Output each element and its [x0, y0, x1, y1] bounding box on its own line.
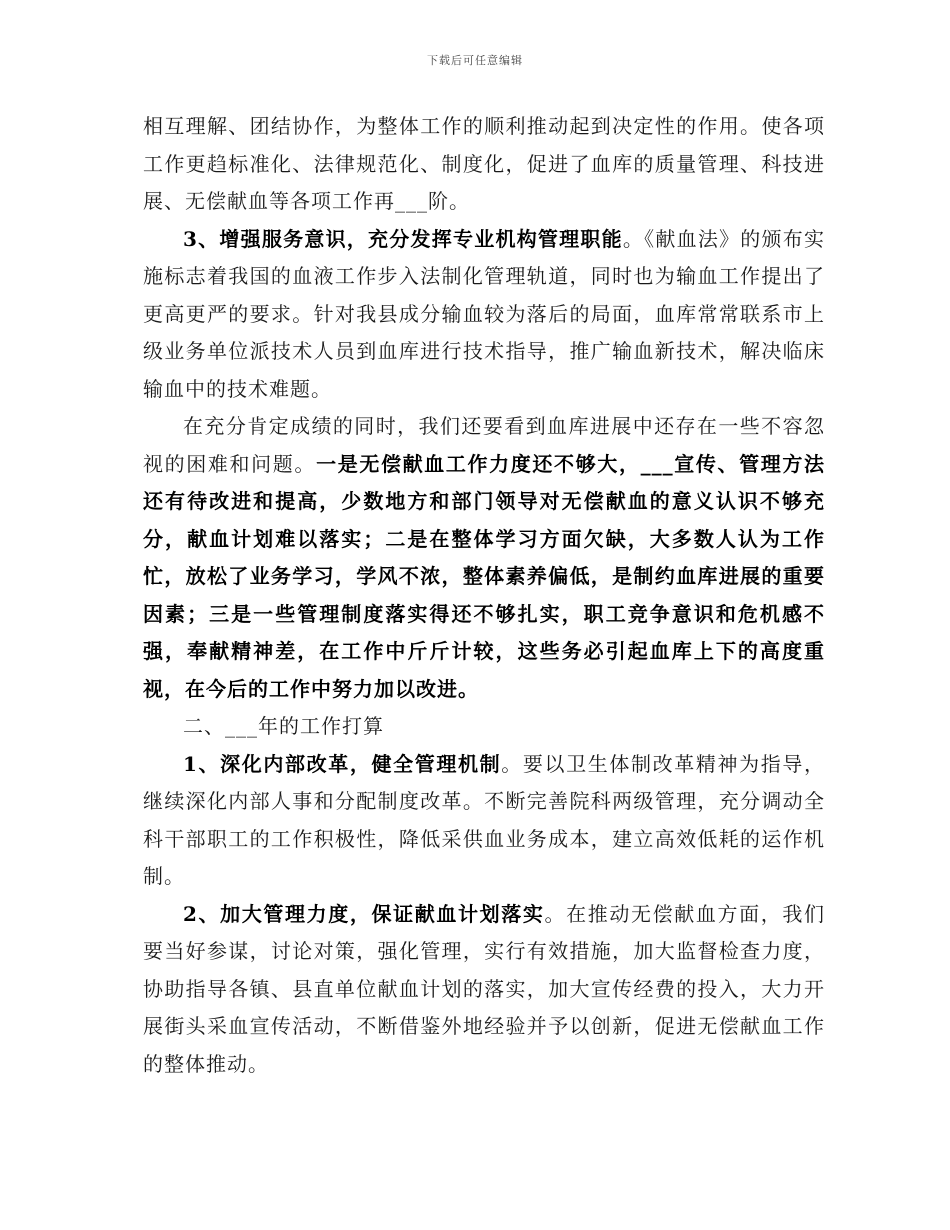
paragraph-3-intro: 在充分肯定成绩的同时，我们还要看到血库进展中还存在一些不容忽视的困难和问题。	[143, 414, 825, 476]
paragraph-5-heading: 1、深化内部改革，健全管理机制	[183, 751, 502, 776]
paragraph-6-heading: 2、加大管理力度，保证献血计划落实	[183, 901, 545, 926]
page-header: 下载后可任意编辑	[427, 54, 523, 67]
paragraph-2-body: 。《献血法》的颁布实施标志着我国的血液工作步入法制化管理轨道，同时也为输血工作提出了更高更严的要求。针对我县成分输血较为落后的局面，血库常常联系市上级业务单位派技术人员到血库进行技术指导，推广输血新技术，解决临床输血中的技术难题。	[143, 226, 825, 401]
paragraph-2-heading: 3、增强服务意识，充分发挥专业机构管理职能	[183, 226, 623, 251]
paragraph-2	[143, 221, 825, 409]
paragraph-1: 相互理解、团结协作，为整体工作的顺利推动起到决定性的作用。使各项工作更趋标准化、法律规范化、制度化，促进了血库的质量管理、科技进展、无偿献血等各项工作再___阶。	[143, 114, 825, 213]
document-body	[143, 108, 825, 1083]
paragraph-3	[143, 408, 825, 708]
paragraph-6-body: 。在推动无偿献血方面，我们要当好参谋，讨论对策，强化管理，实行有效措施，加大监督检查力度，协助指导各镇、县直单位献血计划的落实，加大宣传经费的投入，大力开展街头采血宣传活动，不断借鉴外地经验并予以创新，促进无偿献血工作的整体推动。	[143, 901, 825, 1076]
paragraph-3-problems: 一是无偿献血工作力度还不够大，___宣传、管理方法还有待改进和提高，少数地方和部门领导对无偿献血的意义认识不够充分，献血计划难以落实；二是在整体学习方面欠缺，大多数人认为工作忙，放松了业务学习，学风不浓，整体素养偏低，是制约血库进展的重要因素；三是一些管理制度落实得还不够扎实，职工竞争意识和危机感不强，奉献精神差，在工作中斤斤计较，这些务必引起血库上下的高度重视，在今后的工作中努力加以改进。	[143, 451, 826, 701]
paragraph-6	[143, 896, 825, 1084]
paragraph-5	[143, 746, 825, 896]
paragraph-5-body: 。要以卫生体制改革精神为指导，继续深化内部人事和分配制度改革。不断完善院科两级管理，充分调动全科干部职工的工作积极性，降低采供血业务成本，建立高效低耗的运作机制。	[143, 751, 826, 888]
section-heading: 二、___年的工作打算	[183, 714, 384, 738]
